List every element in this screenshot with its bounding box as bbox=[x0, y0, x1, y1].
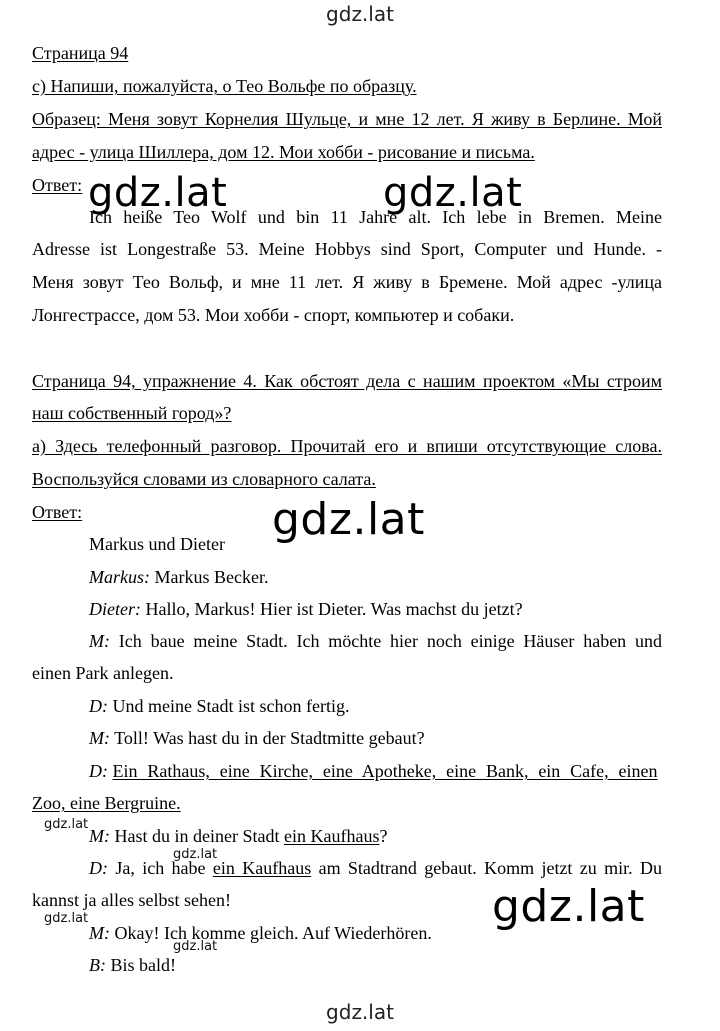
dialogue-line-3-cont: einen Park anlegen. bbox=[32, 663, 174, 683]
watermark-large-2: gdz.lat bbox=[383, 170, 523, 216]
speaker: M: bbox=[89, 826, 110, 846]
dialogue-line-9 bbox=[89, 922, 432, 944]
answer-line-1: Ich heiße Teo Wolf und bin 11 Jahre alt. Ich lebe in Bremen. Meine bbox=[89, 207, 662, 227]
line-text: Ich baue meine Stadt. Ich möchte hier noch einige Häuser haben und bbox=[110, 631, 662, 651]
task-a-line-1: а) Здесь телефонный разговор. Прочитай его и впиши отсутствующие слова. bbox=[32, 436, 662, 456]
line-text: Hallo, Markus! Hier ist Dieter. Was machst du jetzt? bbox=[140, 599, 523, 619]
sample-line-2: адрес - улица Шиллера, дом 12. Мои хобби - рисование и письма. bbox=[32, 142, 535, 162]
dialogue-line-7 bbox=[89, 825, 387, 847]
filled-answer: ein Kaufhaus bbox=[212, 858, 312, 878]
dialogue-line-8-cont: kannst ja alles selbst sehen! bbox=[32, 890, 231, 910]
dialogue-line-6-cont: Zoo, eine Bergruine. bbox=[32, 793, 181, 813]
speaker: D: bbox=[89, 696, 108, 716]
answer-label-1: Ответ: bbox=[32, 175, 83, 195]
speaker: M: bbox=[89, 631, 110, 651]
speaker: B: bbox=[89, 955, 106, 975]
speaker: D: bbox=[89, 858, 108, 878]
watermark-small-2: gdz.lat bbox=[173, 847, 218, 862]
exercise-header-line-1: Страница 94, упражнение 4. Как обстоят дела с нашим проектом «Мы строим bbox=[32, 371, 662, 391]
watermark-small-4: gdz.lat bbox=[173, 939, 218, 954]
line-text: ? bbox=[379, 826, 388, 846]
answer-label-2: Ответ: bbox=[32, 502, 83, 522]
page-label: Страница 94 bbox=[32, 43, 129, 63]
line-text: Hast du in deiner Stadt bbox=[110, 826, 284, 846]
watermark-bottom: gdz.lat bbox=[326, 1000, 394, 1024]
speaker: M: bbox=[89, 923, 110, 943]
speaker: Markus: bbox=[89, 567, 150, 587]
dialogue-title: Markus und Dieter bbox=[89, 534, 225, 554]
dialogue-line-2 bbox=[89, 598, 523, 620]
filled-answer: ein Kaufhaus bbox=[283, 826, 380, 846]
watermark-small-3: gdz.lat bbox=[44, 911, 89, 926]
line-text: Okay! Ich komme gleich. Auf Wiederhören. bbox=[110, 923, 432, 943]
dialogue-line-1 bbox=[89, 566, 268, 588]
sample-line-1: Образец: Меня зовут Корнелия Шульце, и мне 12 лет. Я живу в Берлине. Мой bbox=[32, 109, 662, 129]
speaker: D: bbox=[89, 761, 108, 781]
task-a-line-2: Воспользуйся словами из словарного салата. bbox=[32, 469, 376, 489]
dialogue-line-4 bbox=[89, 695, 349, 717]
answer-line-2: Adresse ist Longestraße 53. Meine Hobbys sind Sport, Computer und Hunde. - bbox=[32, 239, 662, 259]
dialogue-line-5 bbox=[89, 727, 425, 749]
exercise-header-line-2: наш собственный город»? bbox=[32, 403, 232, 423]
speaker: Dieter: bbox=[89, 599, 141, 619]
dialogue-line-8 bbox=[89, 857, 662, 879]
filled-answer: Ein Rathaus, eine Kirche, eine Apotheke, eine Bank, ein Cafe, einen bbox=[112, 761, 658, 781]
line-text: Ja, ich habe bbox=[108, 858, 213, 878]
line-text: Und meine Stadt ist schon fertig. bbox=[108, 696, 350, 716]
answer-line-4: Лонгестрассе, дом 53. Мои хобби - спорт, компьютер и собаки. bbox=[32, 305, 515, 325]
watermark-top: gdz.lat bbox=[326, 2, 394, 26]
dialogue-line-3 bbox=[89, 630, 662, 652]
task-c: с) Напиши, пожалуйста, о Тео Вольфе по образцу. bbox=[32, 76, 417, 96]
line-text: am Stadtrand gebaut. Komm jetzt zu mir. Du bbox=[311, 858, 662, 878]
line-text: Bis bald! bbox=[106, 955, 176, 975]
line-text: Toll! Was hast du in der Stadtmitte gebaut? bbox=[110, 728, 425, 748]
dialogue-line-10 bbox=[89, 954, 176, 976]
dialogue-line-6 bbox=[89, 760, 662, 782]
watermark-small-1: gdz.lat bbox=[44, 817, 89, 832]
watermark-large-3: gdz.lat bbox=[272, 494, 425, 545]
speaker: M: bbox=[89, 728, 110, 748]
answer-line-3: Меня зовут Тео Вольф, и мне 11 лет. Я живу в Бремене. Мой адрес -улица bbox=[32, 272, 662, 292]
watermark-large-4: gdz.lat bbox=[492, 881, 645, 932]
watermark-large-1: gdz.lat bbox=[88, 170, 228, 216]
line-text: Markus Becker. bbox=[150, 567, 269, 587]
